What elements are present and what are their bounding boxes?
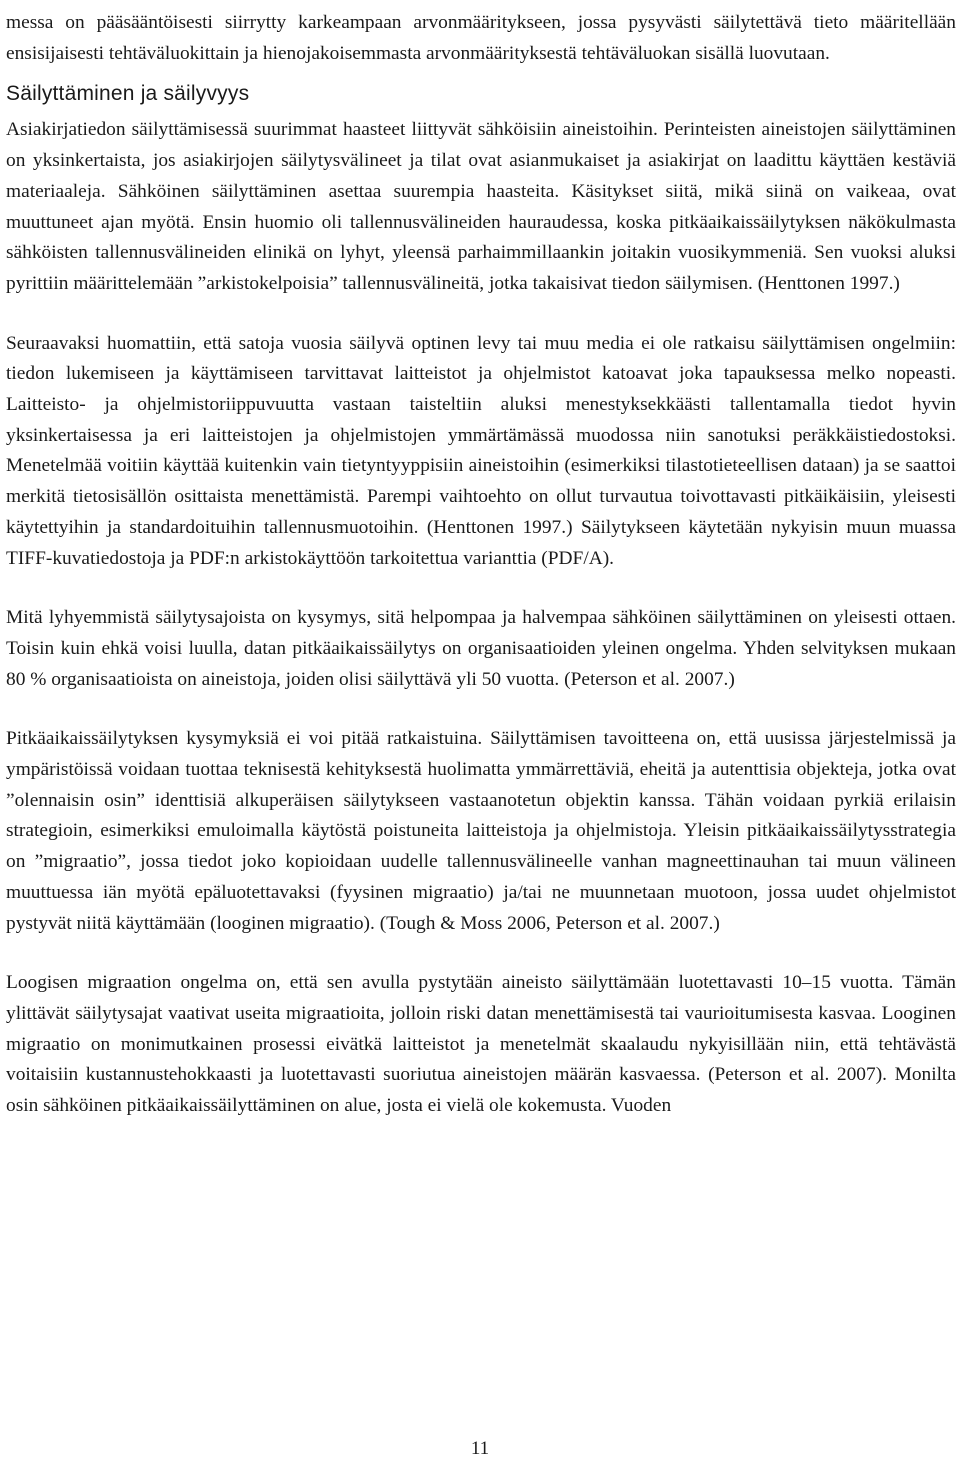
- page-number: 11: [470, 1438, 490, 1459]
- paragraph-retention-periods: Mitä lyhyemmistä säilytysajoista on kysymys, sitä helpompaa ja halvempaa sähköinen säilyttäminen on yleisesti ottaen. Toisin kuin ehkä voisi luulla, datan pitkäaikaissäilytys on organisaatioiden yleinen ongelma. Yhden selvityksen mukaan 80 % organisaatioista on aineistoja, joiden olisi säilyttävä yli 50 vuotta. (Peterson et al. 2007.): [6, 607, 956, 690]
- paragraph-retention-challenges: Asiakirjatiedon säilyttämisessä suurimmat haasteet liittyvät sähköisiin aineistoihin. Perinteisten aineistojen säilyttäminen on yksinkertaista, jos asiakirjojen säilytysvälineet ja tilat ovat asianmukaiset ja asiakirjat on laadittu käyttäen kestäviä materiaaleja. Sähköinen säilyttäminen asettaa suurempia haasteita. Käsitykset siitä, mikä siinä on vaikeaa, ovat muuttuneet ajan myötä. Ensin huomio oli tallennusvälineiden hauraudessa, koska pitkäaikaissäilytyksen näkökulmasta sähköisten tallennusvälineiden elinikä on lyhyt, yleensä parhaimmillaankin joitakin vuosikymmeniä. Sen vuoksi aluksi pyrittiin määrittelemään ”arkistokelpoisia” tallennusvälineitä, jotka takaisivat tiedon säilymisen. (Henttonen 1997.): [6, 119, 956, 294]
- paragraph-media-dependency: Seuraavaksi huomattiin, että satoja vuosia säilyvä optinen levy tai muu media ei ole ratkaisu säilyttämisen ongelmiin: tiedon lukemiseen ja käyttämiseen tarvittavat laitteistot ja ohjelmistot katoavat joka tapauksessa melko nopeasti. Laitteisto- ja ohjelmistoriippuvuutta vastaan taisteltiin aluksi menestyksekkäästi tallentamalla tiedot hyvin yksinkertaisessa ja eri laitteistojen ja ohjelmistojen ymmärtämässä muodossa niin sanotuksi peräkkäistiedostoksi. Menetelmää voitiin käyttää kuitenkin vain tietyntyyppisiin aineistoihin (esimerkiksi tilastotieteellisen dataan) ja se saattoi merkitä tietosisällön osittaista menettämistä. Parempi vaihtoehto on ollut turvautua toivottavasti pitkäikäisiin, yleisesti käytettyihin ja standardoituihin tallennusmuotoihin. (Henttonen 1997.) Säilytykseen käytetään nykyisin muun muassa TIFF-kuvatiedostoja ja PDF:n arkistokäyttöön tarkoitettua varianttia (PDF/A).: [6, 332, 956, 569]
- section-heading: Säilyttäminen ja säilyvyys: [6, 82, 250, 106]
- intro-paragraph: messa on pääsääntöisesti siirrytty karkeampaan arvonmääritykseen, jossa pysyvästi säilytettävä tieto määritellään ensisijaisesti tehtäväluokittain ja hienojakoisemmasta arvonmäärityksestä tehtäväluokan sisällä luovutaan.: [6, 12, 956, 64]
- paragraph-logical-migration: Loogisen migraation ongelma on, että sen avulla pystytään aineisto säilyttämään luotettavasti 10–15 vuotta. Tämän ylittävät säilytysajat vaativat useita migraatioita, jolloin riski datan menettämisestä tai vaurioitumisesta kasvaa. Looginen migraatio on monimutkainen prosessi eivätkä laitteistot ja menetelmät skaalaudu nykyisillään niin, että tehtävästä voitaisiin kustannustehokkaasti ja luotettavasti suoriutua aineistojen määrän kasvaessa. (Peterson et al. 2007). Monilta osin sähköinen pitkäaikaissäilyttäminen on alue, josta ei vielä ole kokemusta. Vuoden: [6, 972, 956, 1117]
- paragraph-long-term-preservation: Pitkäaikaissäilytyksen kysymyksiä ei voi pitää ratkaistuina. Säilyttämisen tavoitteena on, että uusissa järjestelmissä ja ympäristöissä voidaan tuottaa teknisestä kehityksestä huolimatta ymmärrettäviä, eheitä ja autenttisia objekteja, jotka ovat ”olennaisin osin” identtisiä alkuperäisen säilytykseen vastaanotetun objektin kanssa. Tähän voidaan pyrkiä erilaisin strategioin, esimerkiksi emuloimalla käytöstä poistuneita laitteistoja ja ohjelmistoja. Yleisin pitkäaikaissäilytysstrategia on ”migraatio”, jossa tiedot joko kopioidaan uudelle tallennusvälineelle vanhan magneettinauhan tai muun välineen muuttuessa iän myötä epäluotettavaksi (fyysinen migraatio) ja/tai ne muunnetaan muotoon, jossa uudet ohjelmistot pystyvät niitä käyttämään (looginen migraatio). (Tough & Moss 2006, Peterson et al. 2007.): [6, 728, 956, 934]
- body-text: [6, 8, 956, 1122]
